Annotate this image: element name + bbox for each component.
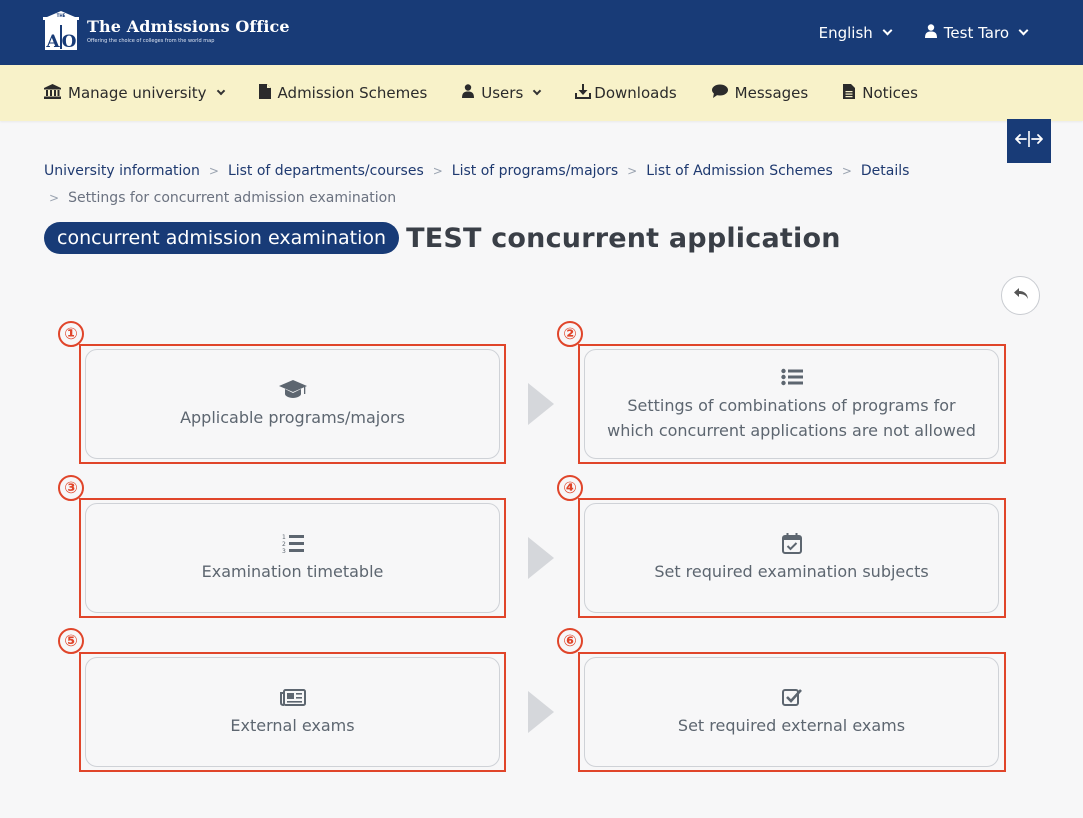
- chevron-down-icon: [1019, 26, 1029, 36]
- breadcrumb-separator: >: [627, 164, 638, 178]
- chevron-down-icon: [533, 87, 541, 95]
- language-dropdown[interactable]: [819, 24, 891, 42]
- nav-admission-schemes[interactable]: [259, 84, 428, 103]
- nav-messages[interactable]: [712, 84, 809, 102]
- step-label: External exams: [230, 716, 355, 735]
- graduation-cap-icon: [278, 378, 308, 400]
- nav-downloads[interactable]: [575, 84, 676, 103]
- nav-label: Downloads: [594, 84, 677, 102]
- breadcrumb-separator: >: [841, 164, 852, 178]
- step-number: ⑥: [557, 628, 583, 654]
- logo-mark: [43, 11, 79, 51]
- step-number: ②: [557, 321, 583, 347]
- flow-arrow: [528, 691, 554, 733]
- nav-label: Users: [481, 84, 524, 102]
- breadcrumb-link[interactable]: University information: [44, 163, 200, 179]
- top-header: [0, 0, 1083, 65]
- svg-text:2: 2: [281, 541, 286, 548]
- step-number: ④: [557, 475, 583, 501]
- language-label: English: [818, 23, 873, 42]
- user-icon: [462, 84, 474, 102]
- notice-icon: [843, 84, 855, 103]
- breadcrumb-link[interactable]: List of Admission Schemes: [646, 163, 833, 179]
- document-icon: [259, 84, 271, 103]
- main-nav: [0, 65, 1083, 121]
- step-number: ③: [58, 475, 84, 501]
- university-icon: [44, 84, 61, 103]
- nav-label: Notices: [862, 84, 918, 102]
- step-number: ⑤: [58, 628, 84, 654]
- flow-arrow: [528, 383, 554, 425]
- user-name: Test Taro: [943, 23, 1009, 42]
- step-card-applicable-programs[interactable]: [85, 349, 500, 459]
- step-card-combination-settings[interactable]: [584, 349, 999, 459]
- user-icon: [925, 24, 937, 42]
- arrows-horizontal-icon: [1014, 130, 1044, 152]
- svg-text:O: O: [61, 32, 77, 51]
- logo-subtitle: Offering the choice of colleges from the world map: [87, 38, 215, 44]
- step-card-required-subjects[interactable]: [584, 503, 999, 613]
- step-card-examination-timetable[interactable]: [85, 503, 500, 613]
- step-label: Settings of combinations of programs for which concurrent applications are not allowed: [607, 395, 976, 440]
- breadcrumb-separator: >: [208, 164, 219, 178]
- nav-notices[interactable]: [843, 84, 918, 103]
- breadcrumb-separator: >: [49, 191, 60, 205]
- page-title: TEST concurrent application: [406, 222, 841, 254]
- breadcrumb-current: Settings for concurrent admission examination: [68, 190, 397, 206]
- svg-text:THE: THE: [56, 13, 66, 18]
- nav-manage-university[interactable]: [44, 84, 224, 103]
- reply-icon: [1013, 286, 1029, 305]
- logo-title: The Admissions Office: [87, 17, 290, 36]
- step-label: Applicable programs/majors: [180, 408, 405, 427]
- step-card-required-external-exams[interactable]: [584, 657, 999, 767]
- breadcrumb-link[interactable]: List of departments/courses: [227, 163, 424, 179]
- newspaper-icon: [280, 686, 306, 708]
- nav-label: Messages: [734, 84, 809, 102]
- ordered-list-icon: [282, 532, 304, 554]
- type-badge: concurrent admission examination: [44, 222, 399, 254]
- download-icon: [575, 84, 591, 103]
- page-heading: [44, 222, 841, 254]
- comment-icon: [712, 84, 728, 102]
- breadcrumb-link[interactable]: List of programs/majors: [451, 163, 619, 179]
- step-number: ①: [58, 321, 84, 347]
- list-icon: [781, 366, 803, 388]
- step-card-external-exams[interactable]: [85, 657, 500, 767]
- user-menu[interactable]: [925, 24, 1027, 42]
- svg-text:A: A: [46, 32, 60, 51]
- nav-label: Manage university: [68, 84, 207, 102]
- site-logo[interactable]: [43, 11, 290, 51]
- chevron-down-icon: [216, 87, 224, 95]
- flow-arrow: [528, 537, 554, 579]
- chevron-down-icon: [882, 26, 892, 36]
- nav-label: Admission Schemes: [277, 84, 428, 102]
- svg-text:1: 1: [281, 534, 286, 541]
- svg-text:3: 3: [281, 548, 286, 553]
- toggle-width-button[interactable]: [1007, 119, 1051, 163]
- back-button[interactable]: [1001, 276, 1040, 315]
- breadcrumb-separator: >: [432, 164, 443, 178]
- breadcrumb: [44, 158, 944, 212]
- breadcrumb-link[interactable]: Details: [860, 163, 910, 179]
- checkbox-icon: [782, 686, 802, 708]
- step-label: Set required external exams: [677, 716, 906, 735]
- calendar-check-icon: [782, 532, 802, 554]
- nav-users[interactable]: [462, 84, 540, 102]
- step-label: Examination timetable: [201, 562, 384, 581]
- step-label: Set required examination subjects: [654, 562, 929, 581]
